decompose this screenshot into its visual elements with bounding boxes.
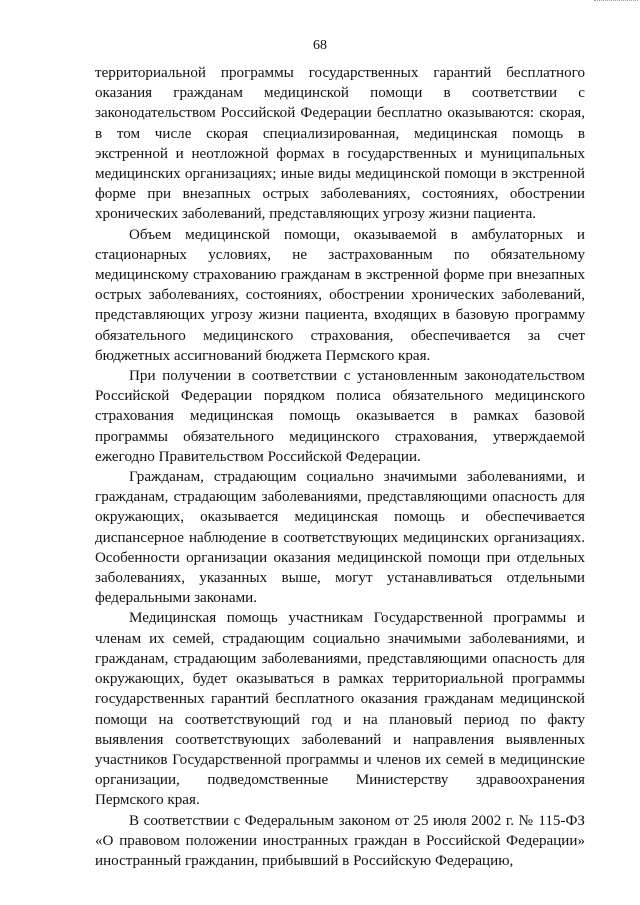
body-text <box>95 63 585 871</box>
paragraph-federal-law: В соответствии с Федеральным законом от 25 июля 2002 г. № 115-ФЗ «О правовом положении иностранных граждан в Российской Федерации» иностранный гражданин, прибывший в Российскую Федерацию, <box>95 812 585 869</box>
paragraph-emergency-care-funding: Объем медицинской помощи, оказываемой в амбулаторных и стационарных условиях, не застрахованным по обязательному медицинскому страхованию гражданам в экстренной форме при внезапных острых заболеваниях, состояниях, обострении хронических заболеваний, представляющих угрозу жизни пациента, входящих в базовую программу обязательного медицинского страхования, обеспечивается за счет бюджетных ассигнований бюджета Пермского края. <box>95 226 585 364</box>
scan-edge-mark <box>594 0 638 4</box>
paragraph-program-participants: Медицинская помощь участникам Государственной программы и членам их семей, страдающим социально значимыми заболеваниями, и гражданам, страдающим заболеваниями, представляющими опасность для окружающих, будет оказываться в рамках территориальной программы государственных гарантий бесплатного оказания гражданам медицинской помощи на соответствующий год и на плановый период по факту выявления соответствующих заболеваний и направления выявленных участников Государственной программы и членов их семей в медицинские организации, подведомственные Министерству здравоохранения Пермского края. <box>95 610 585 809</box>
paragraph-continuation: территориальной программы государственных гарантий бесплатного оказания гражданам медицинской помощи в соответствии с законодательством Российской Федерации бесплатно оказываются: скорая, в том числе скорая специализированная, медицинская помощь в экстренной и неотложной формах в государственных и муниципальных медицинских организациях; иные виды медицинской помощи в экстренной форме при внезапных острых заболеваниях, состояниях, обострении хронических заболеваний, представляющих угрозу жизни пациента. <box>95 65 585 223</box>
page-number: 68 <box>313 38 327 53</box>
paragraph-insurance-policy: При получении в соответствии с установленным законодательством Российской Федерации порядком полиса обязательного медицинского страхования медицинская помощь оказывается в рамках базовой программы обязательного медицинского страхования, утверждаемой ежегодно Правительством Российской Федерации. <box>95 368 585 465</box>
paragraph-socially-significant-diseases: Гражданам, страдающим социально значимыми заболеваниями, и гражданам, страдающим заболеваниями, представляющими опасность для окружающих, оказывается медицинская помощь и обеспечивается диспансерное наблюдение в соответствующих медицинских организациях. Особенности организации оказания медицинской помощи при отдельных заболеваниях, указанных выше, могут устанавливаться отдельными федеральными законами. <box>95 469 585 607</box>
